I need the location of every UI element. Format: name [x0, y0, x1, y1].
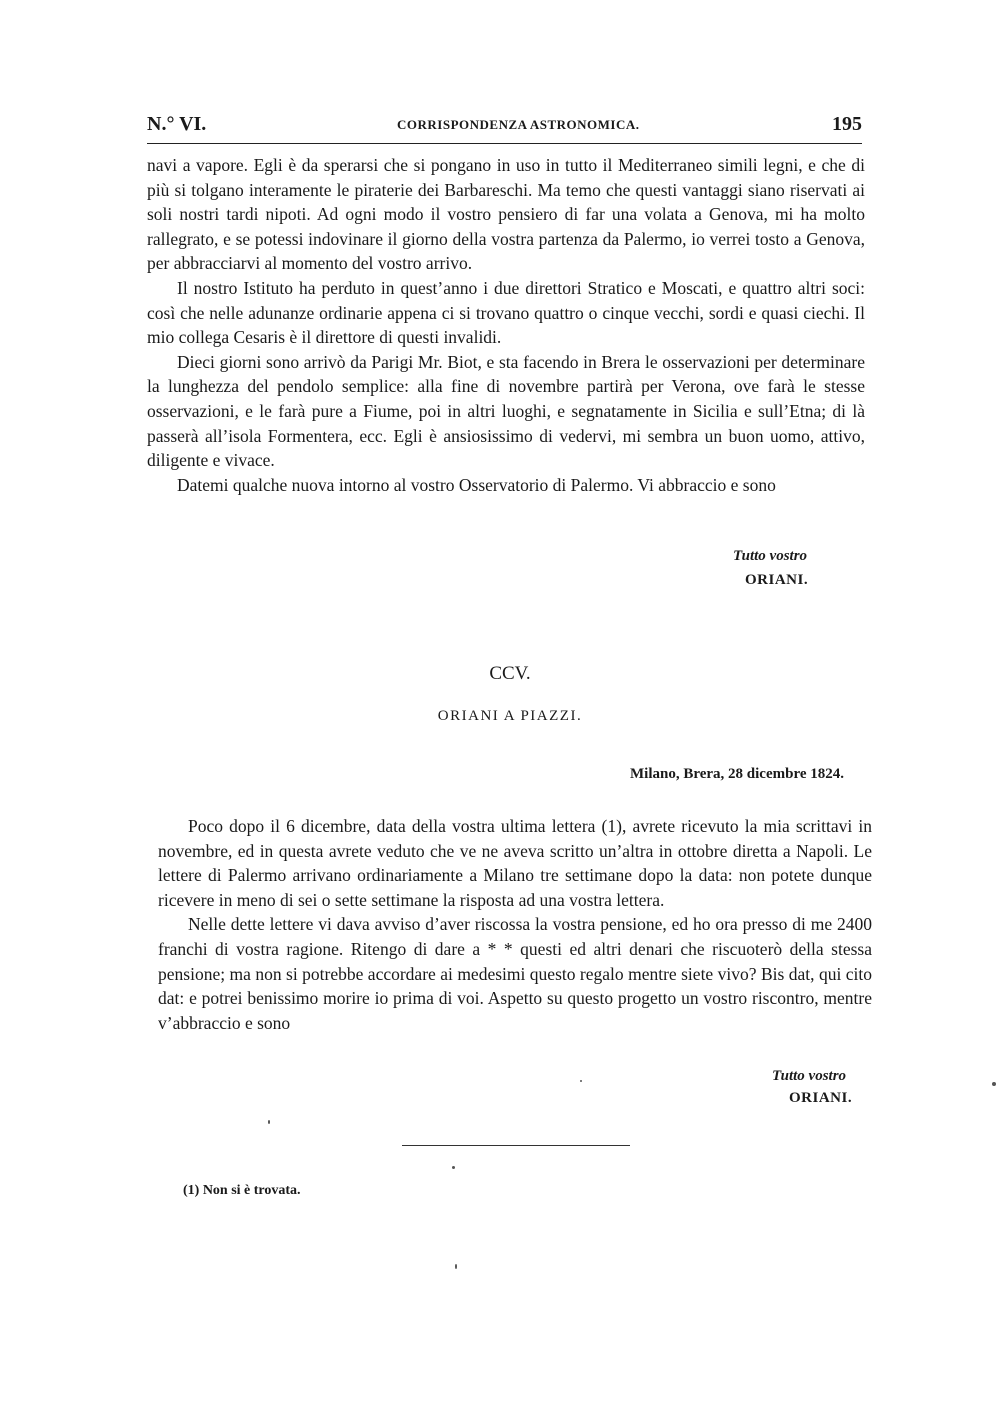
letter-1-body — [147, 153, 865, 497]
scan-speck — [455, 1264, 457, 1269]
letter-2-signature: ORIANI. — [789, 1090, 853, 1106]
paragraph: Il nostro Istituto ha perduto in quest’anno i due direttori Stratico e Moscati, e quattro altri soci: così che nelle adunanze ordinarie appena ci si trovano quattro o cinque vecchi, sordi e quasi ciechi. Il mio collega Cesaris è il direttore di questi invalidi. — [147, 277, 865, 348]
letter-1-signature: ORIANI. — [745, 572, 809, 588]
letter-2-closing: Tutto vostro — [772, 1068, 847, 1084]
letter-1-closing: Tutto vostro — [733, 548, 808, 564]
letter-2-body — [158, 814, 872, 1035]
paragraph: Dieci giorni sono arrivò da Parigi Mr. Biot, e sta facendo in Brera le osservazioni per determinare la lunghezza del pendolo semplice: alla fine di novembre partirà per Verona, ove farà le stesse osservazioni, e le farà pure a Fiume, poi in altri luoghi, e segnatamente in Sicilia e sull’Etna; di là passerà all’isola Formentera, ecc. Egli è ansiosissimo di vedervi, mi sembra un buon uomo, attivo, diligente e vivace. — [147, 351, 865, 471]
letter-number: CCV. — [489, 663, 531, 684]
letter-addressee: ORIANI A PIAZZI. — [437, 708, 583, 724]
header-rule — [147, 143, 862, 144]
section-number: N.° VI. — [147, 113, 207, 135]
footnote: (1) Non si è trovata. — [183, 1183, 301, 1198]
page-number: 195 — [832, 113, 862, 135]
paragraph-text: Poco dopo il 6 dicembre, data della vostra ultima lettera (1), avrete ricevuto la mia scrittavi in novembre, ed in questa avrete veduto che ve ne aveva scritto un’altra in ottobre diretta a Napoli. Le lettere di Palermo arrivano ordinariamente a Milano tre settimane dopo la data: non potete dunque ricevere in meno di sei o sette settimane la risposta ad una vostra lettera. — [158, 816, 872, 910]
scan-speck — [452, 1166, 455, 1169]
paragraph: navi a vapore. Egli è da sperarsi che si pongano in uso in tutto il Mediterraneo simili legni, e che di più si tolgano interamente le piraterie dei Barbareschi. Ma temo che questi vantaggi siano riservati ai soli nostri tardi nipoti. Ad ogni modo il vostro pensiero di far una volata a Genova, mi ha molto rallegrato, e se potessi indovinare il giorno della vostra partenza da Palermo, io verrei tosto a Genova, per abbracciarvi al momento del vostro arrivo. — [147, 155, 865, 274]
paragraph — [158, 814, 872, 912]
letter-dateline: Milano, Brera, 28 dicembre 1824. — [630, 766, 844, 782]
scan-speck — [580, 1080, 582, 1082]
paragraph: Nelle dette lettere vi dava avviso d’aver riscossa la vostra pensione, ed ho ora presso di me 2400 franchi di vostra ragione. Ritengo di dare a * * questi ed altri denari che riscuoterò della stessa pensione; ma non si potrebbe accordare ai medesimi questo regalo mentre siete vivo? Bis dat, qui cito dat: e potrei benissimo morire io prima di voi. Aspetto su questo progetto un vostro riscontro, mentre v’abbraccio e sono — [158, 914, 872, 1033]
scan-speck — [268, 1120, 270, 1124]
running-title: CORRISPONDENZA ASTRONOMICA. — [397, 117, 640, 132]
running-header — [147, 113, 862, 139]
scan-speck — [992, 1082, 996, 1086]
paragraph: Datemi qualche nuova intorno al vostro Osservatorio di Palermo. Vi abbraccio e sono — [177, 474, 776, 495]
footnote-rule — [402, 1145, 630, 1146]
